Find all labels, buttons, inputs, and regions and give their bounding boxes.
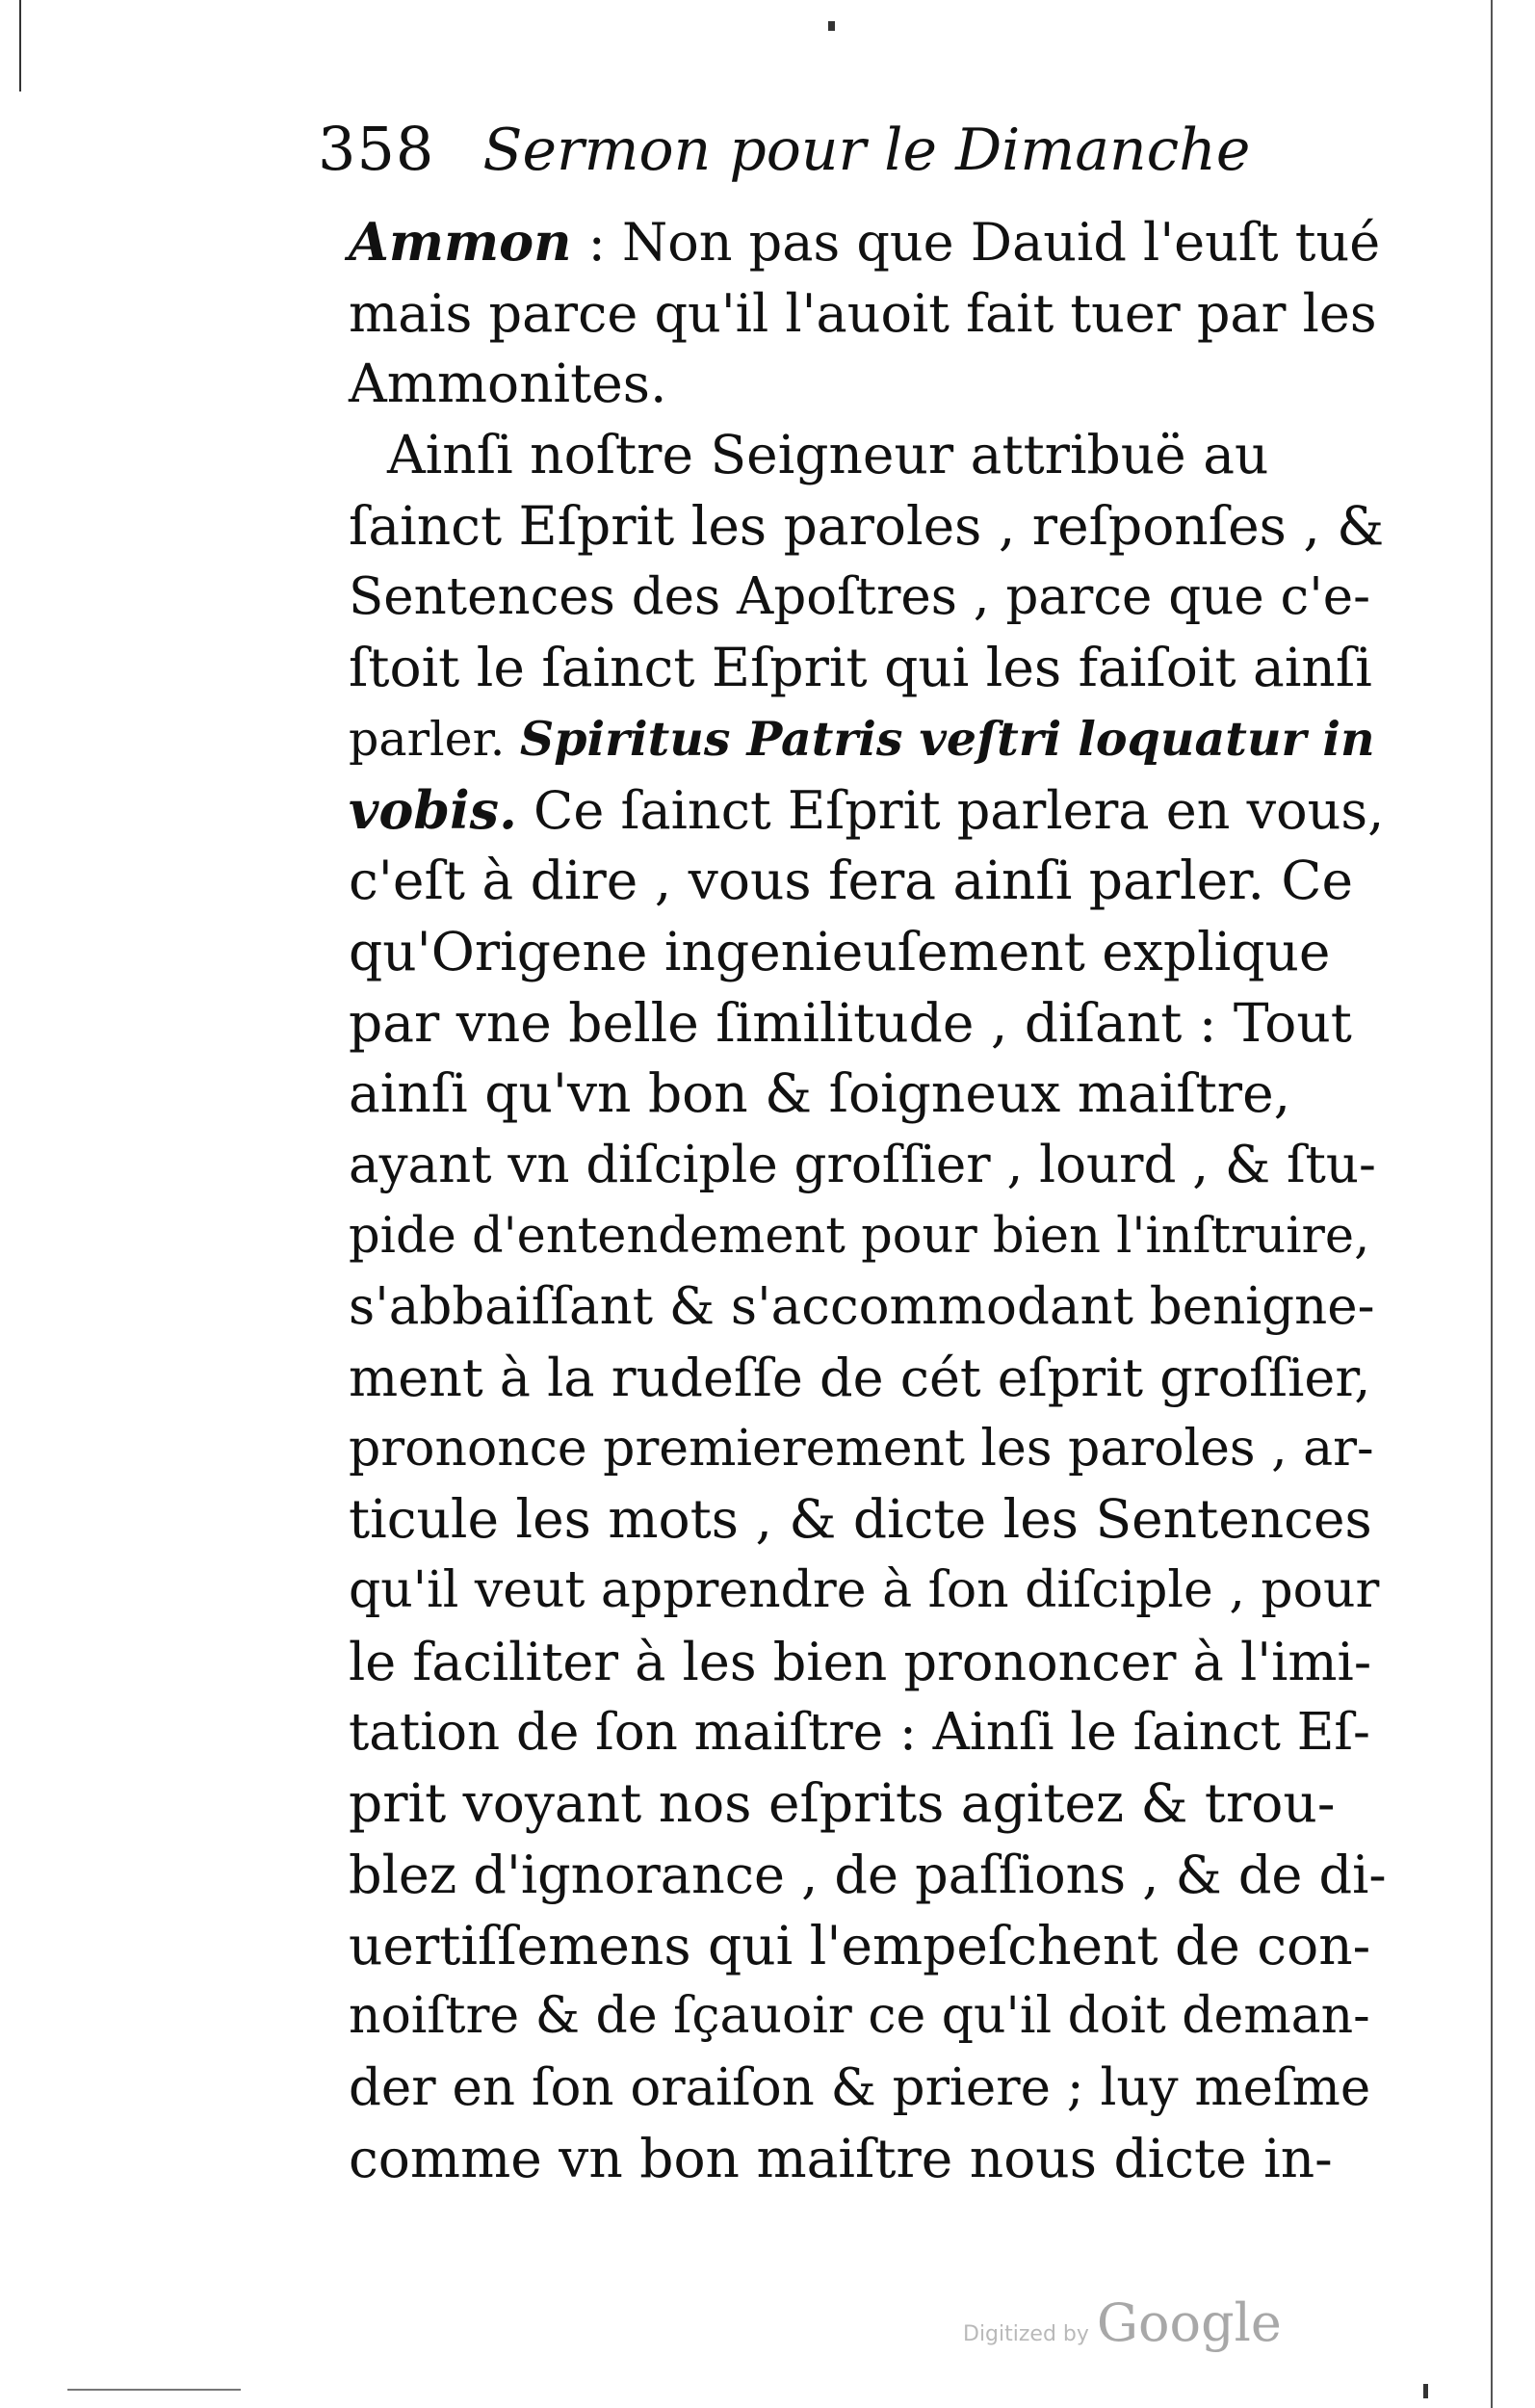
text-span: parler. xyxy=(349,711,520,767)
text-span: Ainſi noſtre Seigneur attribuë au xyxy=(387,424,1269,486)
text-span: ment à la rudeſſe de cét eſprit groſſier, xyxy=(349,1348,1371,1408)
text-span: qu'Origene ingenieuſement explique xyxy=(349,920,1331,982)
text-line xyxy=(349,1484,1389,1556)
text-line xyxy=(349,1414,1389,1485)
text-span: uertiſſemens qui l'empeſchent de con- xyxy=(349,1914,1371,1976)
text-line xyxy=(349,349,1389,420)
text-span: tation de ſon maiſtre : Ainſi le ſainct Eſ- xyxy=(349,1703,1370,1763)
page-header xyxy=(318,114,1300,210)
scan-artifact xyxy=(828,21,835,31)
text-span: par vne belle ſimilitude , diſant : Tout xyxy=(349,991,1352,1054)
scan-artifact xyxy=(19,0,21,92)
text-span: ſtoit le ſainct Eſprit qui les faiſoit ainſi xyxy=(349,637,1372,699)
text-span: blez d'ignorance , de paſſions , & de di- xyxy=(349,1844,1387,1905)
running-head: Sermon pour le Dimanche xyxy=(482,117,1251,184)
text-span: Ce ſainct Eſprit parlera en vous, xyxy=(516,779,1385,841)
text-line xyxy=(349,988,1389,1060)
italic-text-span: vobis. xyxy=(349,778,517,841)
italic-text-span: Spiritus Patris veſtri loquatur in xyxy=(519,710,1375,767)
text-line xyxy=(349,491,1389,563)
page-number: 358 xyxy=(318,114,435,184)
google-logo: Google xyxy=(1096,2292,1282,2353)
text-span: qu'il veut apprendre à ſon diſciple , pour xyxy=(349,1561,1380,1620)
text-line xyxy=(349,1768,1389,1840)
digitized-watermark xyxy=(963,2292,1282,2353)
text-span: prononce premierement les paroles , ar- xyxy=(349,1419,1374,1478)
text-line xyxy=(349,1343,1389,1414)
text-line xyxy=(349,1981,1389,2053)
italic-text-span: Ammon xyxy=(349,211,572,273)
text-span: ſainct Eſprit les paroles , reſponſes , & xyxy=(349,494,1385,557)
body-text xyxy=(349,207,1389,2194)
text-span: mais parce qu'il l'auoit fait tuer par les xyxy=(349,282,1377,344)
text-line xyxy=(349,562,1389,633)
text-line xyxy=(349,2053,1389,2124)
text-span: Ammonites. xyxy=(349,353,667,415)
text-span: le faciliter à les bien prononcer à l'imi- xyxy=(349,1631,1372,1692)
text-span: noiſtre & de ſçauoir ce qu'il doit deman- xyxy=(349,1987,1370,2046)
scan-artifact xyxy=(1423,2384,1428,2398)
text-line xyxy=(349,704,1389,775)
text-span: s'abbaiſſant & s'accommodant benigne- xyxy=(349,1277,1375,1337)
text-line xyxy=(349,1840,1389,1911)
text-line xyxy=(349,1271,1389,1343)
text-line xyxy=(349,633,1389,704)
text-span: ainſi qu'vn bon & ſoigneux maiſtre, xyxy=(349,1062,1291,1125)
text-span: ticule les mots , & dicte les Sentences xyxy=(349,1488,1372,1551)
text-line xyxy=(349,1059,1389,1130)
text-line xyxy=(349,775,1389,847)
text-line xyxy=(349,420,1389,491)
text-span: c'eſt à dire , vous fera ainſi parler. Ce xyxy=(349,850,1354,912)
scan-artifact xyxy=(1491,0,1493,2408)
text-line xyxy=(349,1697,1389,1768)
text-span: pide d'entendement pour bien l'inſtruire, xyxy=(349,1207,1370,1265)
text-line xyxy=(349,1130,1389,1201)
text-span: Sentences des Apoſtres , parce que c'e- xyxy=(349,567,1371,627)
text-span: : Non pas que Dauid l'euſt tué xyxy=(571,212,1381,273)
text-line xyxy=(349,2124,1389,2195)
scan-artifact xyxy=(67,2389,241,2391)
text-line xyxy=(349,1911,1389,1982)
text-span: der en ſon oraiſon & priere ; luy meſme xyxy=(349,2057,1371,2117)
text-line xyxy=(349,917,1389,988)
watermark-label: Digitized by xyxy=(963,2322,1089,2346)
text-line xyxy=(349,846,1389,917)
text-line xyxy=(349,1556,1389,1627)
text-span: prit voyant nos eſprits agitez & trou- xyxy=(349,1772,1336,1835)
text-line xyxy=(349,207,1389,278)
text-line xyxy=(349,1201,1389,1272)
text-span: comme vn bon maiſtre nous dicte in- xyxy=(349,2127,1333,2189)
text-line xyxy=(349,1627,1389,1698)
text-span: ayant vn diſciple groſſier , lourd , & ſtu- xyxy=(349,1135,1376,1194)
text-line xyxy=(349,278,1389,350)
